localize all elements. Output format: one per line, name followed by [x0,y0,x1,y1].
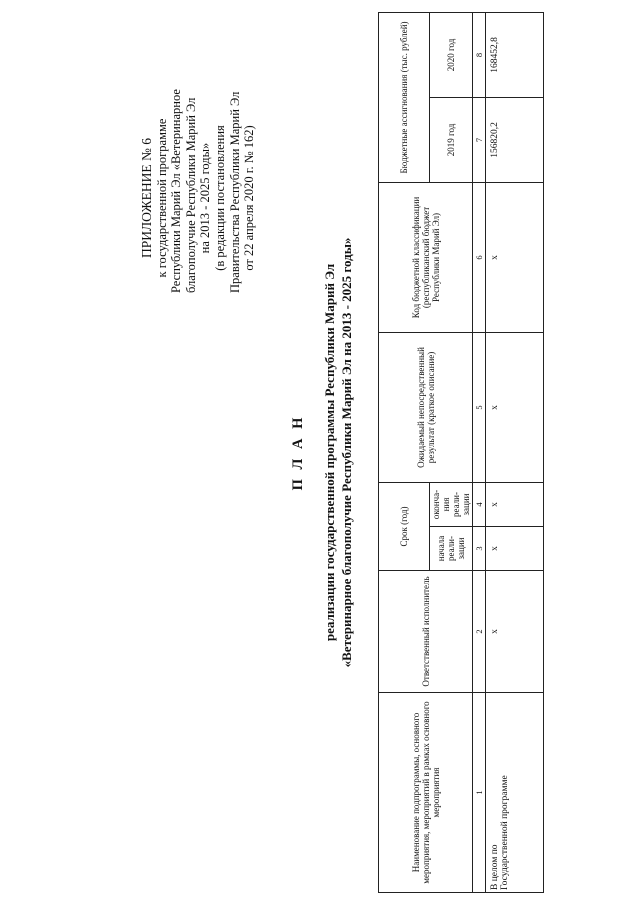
column-number: 5 [473,332,486,482]
appendix-line: от 22 апреля 2020 г. № 162) [242,125,257,271]
appendix-line: (в редакции постановления [212,125,227,271]
col-header-2019: 2019 год [430,97,473,182]
column-number: 4 [473,482,486,526]
col-header-term-end: оконча-ния реали-зации [430,482,473,526]
row-name-part2: Государственной программе [500,775,510,890]
column-number: 7 [473,97,486,182]
col-header-budget: Бюджетные ассигнования (тыс. рублей) [379,12,430,182]
col-header-2020: 2020 год [430,12,473,97]
appendix-line: ПРИЛОЖЕНИЕ № 6 [139,137,154,259]
row-name-cell [486,693,544,893]
column-number: 6 [473,182,486,332]
appendix-line: Республики Марий Эл «Ветеринарное [169,89,184,293]
column-number: 1 [473,693,486,893]
col-header-name: Наименование подпрограммы, основного мероприятия, мероприятий в рамках основного мероприятия [379,693,473,893]
appendix-header [139,89,257,293]
plan-subtitle-program: «Ветеринарное благополучие Республики Марий Эл на 2013 - 2025 годы» [339,237,354,668]
table-row [486,12,544,892]
col-header-result: Ожидаемый непосредственный результат (краткое описание) [379,332,473,482]
row-code: х [486,182,544,332]
row-name-part1: В целом по [490,844,500,890]
row-budget-2020: 168452,8 [486,12,544,97]
row-executor: х [486,571,544,693]
appendix-line: к государственной программе [154,118,169,278]
appendix-line: на 2013 - 2025 годы» [198,142,213,254]
row-budget-2019: 156820,2 [486,97,544,182]
plan-subtitle: реализации государственной программы Республики Марий Эл [322,263,337,642]
row-result: х [486,332,544,482]
column-number: 3 [473,527,486,571]
column-number-row [473,12,486,892]
plan-table [378,12,544,893]
appendix-line: благополучие Республики Марий Эл [183,97,198,293]
table-header-row [379,12,430,892]
column-number: 8 [473,12,486,97]
row-term-end: х [486,482,544,526]
col-header-executor: Ответственный исполнитель [379,571,473,693]
column-number: 2 [473,571,486,693]
col-header-term-start: начала реали-зации [430,527,473,571]
appendix-line: Правительства Республики Марий Эл [227,91,242,293]
row-term-start: х [486,527,544,571]
plan-title: П Л А Н [290,414,306,491]
col-header-code: Код бюджетной классификации (республиканский бюджет Республики Марий Эл) [379,182,473,332]
col-header-term: Срок (год) [379,482,430,570]
